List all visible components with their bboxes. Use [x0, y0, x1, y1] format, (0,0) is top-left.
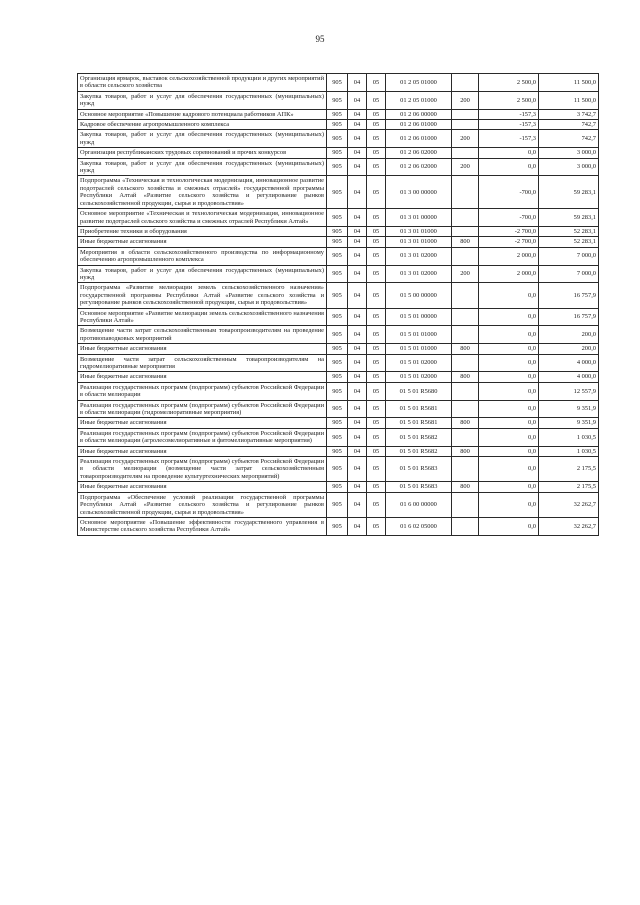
change-amount-cell: 0,0	[479, 382, 539, 400]
section-code-cell: 04	[348, 428, 367, 446]
expense-type-cell	[452, 283, 479, 308]
target-article-cell: 01 2 05 01000	[386, 91, 452, 109]
row-name-cell: Реализация государственных программ (подпрограмм) субъектов Российской Федерации в области мелиорации (гидромелиоративные мероприятия)	[78, 400, 327, 418]
change-amount-cell: -157,3	[479, 109, 539, 119]
change-amount-cell: 2 000,0	[479, 247, 539, 265]
target-article-cell: 01 3 01 02000	[386, 247, 452, 265]
target-article-cell: 01 2 06 02000	[386, 158, 452, 176]
expense-type-cell: 200	[452, 265, 479, 283]
expense-type-cell: 800	[452, 237, 479, 247]
row-name-cell: Закупка товаров, работ и услуг для обеспечения государственных (муниципальных) нужд	[78, 130, 327, 148]
section-code-cell: 04	[348, 237, 367, 247]
section-code-cell: 04	[348, 74, 367, 92]
expense-type-cell	[452, 120, 479, 130]
subsection-code-cell: 05	[367, 265, 386, 283]
total-amount-cell: 16 757,9	[539, 283, 599, 308]
row-name-cell: Закупка товаров, работ и услуг для обеспечения государственных (муниципальных) нужд	[78, 265, 327, 283]
budget-table-body	[78, 74, 599, 536]
total-amount-cell: 16 757,9	[539, 308, 599, 326]
subsection-code-cell: 05	[367, 74, 386, 92]
change-amount-cell: 0,0	[479, 482, 539, 492]
section-code-cell: 04	[348, 457, 367, 482]
section-code-cell: 04	[348, 158, 367, 176]
admin-code-cell: 905	[327, 400, 348, 418]
admin-code-cell: 905	[327, 418, 348, 428]
expense-type-cell: 800	[452, 418, 479, 428]
total-amount-cell: 200,0	[539, 326, 599, 344]
row-name-cell: Основное мероприятие «Повышение эффективности государственного управления в Министерстве сельского хозяйства Республики Алтай»	[78, 517, 327, 535]
change-amount-cell: 0,0	[479, 446, 539, 456]
row-name-cell: Иные бюджетные ассигнования	[78, 418, 327, 428]
subsection-code-cell: 05	[367, 517, 386, 535]
admin-code-cell: 905	[327, 130, 348, 148]
admin-code-cell: 905	[327, 382, 348, 400]
target-article-cell: 01 5 01 01000	[386, 326, 452, 344]
table-row	[78, 209, 599, 227]
section-code-cell: 04	[348, 308, 367, 326]
subsection-code-cell: 05	[367, 109, 386, 119]
row-name-cell: Закупка товаров, работ и услуг для обеспечения государственных (муниципальных) нужд	[78, 158, 327, 176]
total-amount-cell: 7 000,0	[539, 265, 599, 283]
subsection-code-cell: 05	[367, 418, 386, 428]
row-name-cell: Возмещение части затрат сельскохозяйственным товаропроизводителям на проведение противопаводковых мероприятий	[78, 326, 327, 344]
expense-type-cell	[452, 457, 479, 482]
total-amount-cell: 4 000,0	[539, 372, 599, 382]
change-amount-cell: -2 700,0	[479, 237, 539, 247]
row-name-cell: Реализация государственных программ (подпрограмм) субъектов Российской Федерации в области мелиорации (агролесомелиоративные и фитомелиоративные мероприятия)	[78, 428, 327, 446]
admin-code-cell: 905	[327, 372, 348, 382]
change-amount-cell: -700,0	[479, 209, 539, 227]
section-code-cell: 04	[348, 400, 367, 418]
subsection-code-cell: 05	[367, 283, 386, 308]
total-amount-cell: 742,7	[539, 130, 599, 148]
row-name-cell: Основное мероприятие «Развитие мелиорации земель сельскохозяйственного назначения Республики Алтай»	[78, 308, 327, 326]
change-amount-cell: -2 700,0	[479, 226, 539, 236]
change-amount-cell: -157,3	[479, 130, 539, 148]
subsection-code-cell: 05	[367, 382, 386, 400]
expense-type-cell: 200	[452, 91, 479, 109]
total-amount-cell: 3 000,0	[539, 158, 599, 176]
subsection-code-cell: 05	[367, 400, 386, 418]
change-amount-cell: 0,0	[479, 354, 539, 372]
total-amount-cell: 9 351,9	[539, 400, 599, 418]
admin-code-cell: 905	[327, 176, 348, 209]
target-article-cell: 01 2 06 01000	[386, 120, 452, 130]
admin-code-cell: 905	[327, 148, 348, 158]
total-amount-cell: 11 500,0	[539, 74, 599, 92]
change-amount-cell: 0,0	[479, 344, 539, 354]
table-row	[78, 326, 599, 344]
target-article-cell: 01 6 02 05000	[386, 517, 452, 535]
table-row	[78, 74, 599, 92]
expense-type-cell: 800	[452, 344, 479, 354]
admin-code-cell: 905	[327, 226, 348, 236]
section-code-cell: 04	[348, 265, 367, 283]
table-row	[78, 148, 599, 158]
section-code-cell: 04	[348, 283, 367, 308]
expense-type-cell	[452, 382, 479, 400]
subsection-code-cell: 05	[367, 344, 386, 354]
section-code-cell: 04	[348, 247, 367, 265]
total-amount-cell: 2 175,5	[539, 457, 599, 482]
row-name-cell: Организация республиканских трудовых соревнований и прочих конкурсов	[78, 148, 327, 158]
total-amount-cell: 12 557,9	[539, 382, 599, 400]
admin-code-cell: 905	[327, 109, 348, 119]
expense-type-cell	[452, 326, 479, 344]
table-row	[78, 457, 599, 482]
target-article-cell: 01 5 01 R5680	[386, 382, 452, 400]
admin-code-cell: 905	[327, 247, 348, 265]
admin-code-cell: 905	[327, 354, 348, 372]
total-amount-cell: 52 283,1	[539, 237, 599, 247]
table-row	[78, 158, 599, 176]
section-code-cell: 04	[348, 372, 367, 382]
row-name-cell: Иные бюджетные ассигнования	[78, 482, 327, 492]
admin-code-cell: 905	[327, 428, 348, 446]
table-row	[78, 517, 599, 535]
target-article-cell: 01 5 01 02000	[386, 354, 452, 372]
admin-code-cell: 905	[327, 446, 348, 456]
section-code-cell: 04	[348, 354, 367, 372]
admin-code-cell: 905	[327, 209, 348, 227]
target-article-cell: 01 5 01 R5682	[386, 446, 452, 456]
subsection-code-cell: 05	[367, 209, 386, 227]
subsection-code-cell: 05	[367, 158, 386, 176]
change-amount-cell: 0,0	[479, 428, 539, 446]
subsection-code-cell: 05	[367, 482, 386, 492]
expense-type-cell	[452, 308, 479, 326]
subsection-code-cell: 05	[367, 130, 386, 148]
row-name-cell: Закупка товаров, работ и услуг для обеспечения государственных (муниципальных) нужд	[78, 91, 327, 109]
total-amount-cell: 7 000,0	[539, 247, 599, 265]
total-amount-cell: 200,0	[539, 344, 599, 354]
total-amount-cell: 3 000,0	[539, 148, 599, 158]
table-row	[78, 382, 599, 400]
target-article-cell: 01 3 01 01000	[386, 237, 452, 247]
target-article-cell: 01 5 00 00000	[386, 283, 452, 308]
change-amount-cell: -157,3	[479, 120, 539, 130]
change-amount-cell: 0,0	[479, 457, 539, 482]
table-row	[78, 237, 599, 247]
table-row	[78, 428, 599, 446]
change-amount-cell: 2 500,0	[479, 74, 539, 92]
admin-code-cell: 905	[327, 517, 348, 535]
subsection-code-cell: 05	[367, 226, 386, 236]
section-code-cell: 04	[348, 418, 367, 428]
table-row	[78, 372, 599, 382]
total-amount-cell: 742,7	[539, 120, 599, 130]
expense-type-cell: 800	[452, 372, 479, 382]
change-amount-cell: -700,0	[479, 176, 539, 209]
table-row	[78, 247, 599, 265]
expense-type-cell	[452, 109, 479, 119]
subsection-code-cell: 05	[367, 176, 386, 209]
section-code-cell: 04	[348, 130, 367, 148]
subsection-code-cell: 05	[367, 446, 386, 456]
subsection-code-cell: 05	[367, 237, 386, 247]
change-amount-cell: 0,0	[479, 326, 539, 344]
expense-type-cell	[452, 517, 479, 535]
admin-code-cell: 905	[327, 482, 348, 492]
table-row	[78, 482, 599, 492]
row-name-cell: Иные бюджетные ассигнования	[78, 237, 327, 247]
subsection-code-cell: 05	[367, 308, 386, 326]
change-amount-cell: 0,0	[479, 283, 539, 308]
admin-code-cell: 905	[327, 120, 348, 130]
table-row	[78, 265, 599, 283]
subsection-code-cell: 05	[367, 91, 386, 109]
row-name-cell: Мероприятия в области сельскохозяйственного производства по информационному обеспечению агропромышленного комплекса	[78, 247, 327, 265]
change-amount-cell: 2 500,0	[479, 91, 539, 109]
row-name-cell: Кадровое обеспечение агропромышленного комплекса	[78, 120, 327, 130]
total-amount-cell: 59 283,1	[539, 209, 599, 227]
target-article-cell: 01 5 01 02000	[386, 372, 452, 382]
table-row	[78, 226, 599, 236]
table-row	[78, 446, 599, 456]
admin-code-cell: 905	[327, 344, 348, 354]
target-article-cell: 01 2 06 02000	[386, 148, 452, 158]
target-article-cell: 01 5 01 R5683	[386, 457, 452, 482]
target-article-cell: 01 6 00 00000	[386, 492, 452, 517]
total-amount-cell: 32 262,7	[539, 492, 599, 517]
target-article-cell: 01 5 01 R5682	[386, 428, 452, 446]
row-name-cell: Иные бюджетные ассигнования	[78, 446, 327, 456]
total-amount-cell: 11 500,0	[539, 91, 599, 109]
section-code-cell: 04	[348, 517, 367, 535]
expense-type-cell: 200	[452, 130, 479, 148]
change-amount-cell: 0,0	[479, 158, 539, 176]
subsection-code-cell: 05	[367, 492, 386, 517]
total-amount-cell: 32 262,7	[539, 517, 599, 535]
expense-type-cell	[452, 148, 479, 158]
table-row	[78, 354, 599, 372]
total-amount-cell: 52 283,1	[539, 226, 599, 236]
table-row	[78, 120, 599, 130]
expense-type-cell	[452, 400, 479, 418]
subsection-code-cell: 05	[367, 326, 386, 344]
admin-code-cell: 905	[327, 91, 348, 109]
section-code-cell: 04	[348, 109, 367, 119]
total-amount-cell: 1 030,5	[539, 428, 599, 446]
section-code-cell: 04	[348, 326, 367, 344]
section-code-cell: 04	[348, 209, 367, 227]
section-code-cell: 04	[348, 176, 367, 209]
admin-code-cell: 905	[327, 74, 348, 92]
total-amount-cell: 9 351,9	[539, 418, 599, 428]
row-name-cell: Основное мероприятие «Техническая и технологическая модернизация, инновационное развитие подотраслей сельского хозяйства и смежных отраслей Республики Алтай»	[78, 209, 327, 227]
expense-type-cell	[452, 209, 479, 227]
expense-type-cell	[452, 354, 479, 372]
admin-code-cell: 905	[327, 158, 348, 176]
subsection-code-cell: 05	[367, 372, 386, 382]
row-name-cell: Подпрограмма «Техническая и технологическая модернизация, инновационное развитие подотраслей сельского хозяйства и смежных отраслей» государственной программы Республики Алтай «Развитие сельского хозяйства и регулирование рынков сельскохозяйственной продукции, сырья и продовольствия»	[78, 176, 327, 209]
target-article-cell: 01 3 01 01000	[386, 226, 452, 236]
expense-type-cell: 800	[452, 482, 479, 492]
admin-code-cell: 905	[327, 237, 348, 247]
target-article-cell: 01 3 01 00000	[386, 209, 452, 227]
change-amount-cell: 0,0	[479, 400, 539, 418]
table-row	[78, 308, 599, 326]
total-amount-cell: 4 000,0	[539, 354, 599, 372]
section-code-cell: 04	[348, 492, 367, 517]
target-article-cell: 01 2 06 00000	[386, 109, 452, 119]
section-code-cell: 04	[348, 120, 367, 130]
section-code-cell: 04	[348, 382, 367, 400]
target-article-cell: 01 5 01 R5681	[386, 418, 452, 428]
table-row	[78, 344, 599, 354]
change-amount-cell: 2 000,0	[479, 265, 539, 283]
table-row	[78, 283, 599, 308]
change-amount-cell: 0,0	[479, 517, 539, 535]
admin-code-cell: 905	[327, 265, 348, 283]
subsection-code-cell: 05	[367, 428, 386, 446]
change-amount-cell: 0,0	[479, 372, 539, 382]
row-name-cell: Подпрограмма «Обеспечение условий реализации государственной программы Республики Алтай «Развитие сельского хозяйства и регулирование рынков сельскохозяйственной продукции, сырья и продовольствия»	[78, 492, 327, 517]
expense-type-cell: 200	[452, 158, 479, 176]
target-article-cell: 01 5 01 00000	[386, 308, 452, 326]
admin-code-cell: 905	[327, 326, 348, 344]
section-code-cell: 04	[348, 148, 367, 158]
target-article-cell: 01 5 01 R5683	[386, 482, 452, 492]
subsection-code-cell: 05	[367, 354, 386, 372]
budget-table	[77, 73, 599, 536]
expense-type-cell	[452, 74, 479, 92]
subsection-code-cell: 05	[367, 148, 386, 158]
row-name-cell: Подпрограмма «Развитие мелиорации земель сельскохозяйственного назначения» государственной программы Республики Алтай «Развитие сельского хозяйства и регулирование рынков сельскохозяйственной продукции, сырья и продовольствия»	[78, 283, 327, 308]
row-name-cell: Реализация государственных программ (подпрограмм) субъектов Российской Федерации в области мелиорации (возмещение части затрат сельскохозяйственным товаропроизводителям на проведение культуртехнических мероприятий)	[78, 457, 327, 482]
table-row	[78, 400, 599, 418]
expense-type-cell	[452, 226, 479, 236]
change-amount-cell: 0,0	[479, 308, 539, 326]
change-amount-cell: 0,0	[479, 418, 539, 428]
section-code-cell: 04	[348, 446, 367, 456]
total-amount-cell: 2 175,5	[539, 482, 599, 492]
expense-type-cell	[452, 176, 479, 209]
admin-code-cell: 905	[327, 283, 348, 308]
admin-code-cell: 905	[327, 308, 348, 326]
row-name-cell: Приобретение техники и оборудования	[78, 226, 327, 236]
table-row	[78, 492, 599, 517]
admin-code-cell: 905	[327, 492, 348, 517]
section-code-cell: 04	[348, 91, 367, 109]
total-amount-cell: 3 742,7	[539, 109, 599, 119]
expense-type-cell	[452, 492, 479, 517]
table-row	[78, 418, 599, 428]
total-amount-cell: 1 030,5	[539, 446, 599, 456]
target-article-cell: 01 2 06 01000	[386, 130, 452, 148]
table-row	[78, 130, 599, 148]
target-article-cell: 01 3 00 00000	[386, 176, 452, 209]
row-name-cell: Иные бюджетные ассигнования	[78, 344, 327, 354]
row-name-cell: Возмещение части затрат сельскохозяйственным товаропроизводителям на гидромелиоративные мероприятия	[78, 354, 327, 372]
row-name-cell: Основное мероприятие «Повышение кадрового потенциала работников АПК»	[78, 109, 327, 119]
row-name-cell: Иные бюджетные ассигнования	[78, 372, 327, 382]
section-code-cell: 04	[348, 226, 367, 236]
row-name-cell: Организация ярмарок, выставок сельскохозяйственной продукции и других мероприятий в области сельского хозяйства	[78, 74, 327, 92]
change-amount-cell: 0,0	[479, 492, 539, 517]
expense-type-cell: 800	[452, 446, 479, 456]
table-row	[78, 109, 599, 119]
target-article-cell: 01 3 01 02000	[386, 265, 452, 283]
section-code-cell: 04	[348, 344, 367, 354]
table-row	[78, 176, 599, 209]
change-amount-cell: 0,0	[479, 148, 539, 158]
subsection-code-cell: 05	[367, 457, 386, 482]
table-row	[78, 91, 599, 109]
target-article-cell: 01 5 01 01000	[386, 344, 452, 354]
total-amount-cell: 59 283,1	[539, 176, 599, 209]
page-number: 95	[315, 34, 325, 44]
subsection-code-cell: 05	[367, 247, 386, 265]
expense-type-cell	[452, 247, 479, 265]
row-name-cell: Реализация государственных программ (подпрограмм) субъектов Российской Федерации в области мелиорации	[78, 382, 327, 400]
target-article-cell: 01 5 01 R5681	[386, 400, 452, 418]
expense-type-cell	[452, 428, 479, 446]
target-article-cell: 01 2 05 01000	[386, 74, 452, 92]
section-code-cell: 04	[348, 482, 367, 492]
admin-code-cell: 905	[327, 457, 348, 482]
subsection-code-cell: 05	[367, 120, 386, 130]
